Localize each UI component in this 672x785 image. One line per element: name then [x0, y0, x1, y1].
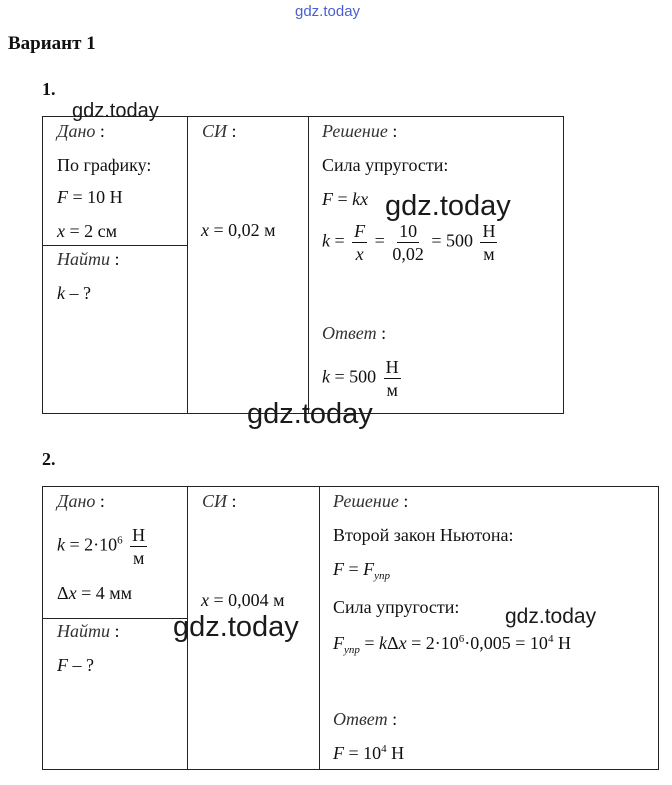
watermark: gdz.today: [385, 190, 511, 222]
watermark: gdz.today: [247, 398, 373, 430]
given-label: Дано :: [57, 491, 105, 511]
row-divider: [43, 245, 187, 246]
si-label: СИ :: [202, 491, 237, 511]
graph-text: По графику:: [57, 155, 152, 175]
problem-2-number: 2.: [42, 449, 56, 469]
force-calculation: $F_{упр} = k\Delta x = 2\cdot 10^6\cdot 0,005 = 10^4$ Н: [333, 633, 571, 656]
given-F: F = 10 Н: [57, 187, 123, 207]
find-label: Найти :: [57, 249, 120, 269]
find-value: k – ?: [57, 283, 91, 303]
given-k: $k = 2\cdot 10^6$ $\frac{Н}{м}$: [57, 525, 146, 568]
k-calculation: k = $\frac{F}{x}$ = $\frac{10}{0,02}$ = 500 $\frac{Н}{м}$: [322, 221, 496, 264]
hooke-law: F = kx: [322, 189, 369, 209]
unit-N-per-m: $\frac{Н}{м}$: [385, 357, 399, 400]
column-divider: [319, 487, 320, 769]
watermark: gdz.today: [505, 605, 597, 628]
si-value: x = 0,004 м: [201, 590, 285, 610]
given-label: Дано :: [57, 121, 105, 141]
find-value: F – ?: [57, 655, 94, 675]
fraction-F-over-x: $\frac{F}{x}$: [354, 221, 366, 264]
solution-label: Решение :: [333, 491, 409, 511]
watermark: gdz.today: [72, 100, 159, 122]
column-divider: [308, 117, 309, 413]
force-label: Сила упругости:: [333, 597, 460, 617]
unit-N-per-m: $\frac{Н}{м}$: [482, 221, 496, 264]
answer-value: $F = 10^4$ Н: [333, 743, 405, 763]
answer-label: Ответ :: [322, 323, 387, 343]
force-equality: $F = F_{упр}$: [333, 559, 391, 582]
problem-1-number: 1.: [42, 79, 56, 99]
answer-label: Ответ :: [333, 709, 398, 729]
given-dx: Δx = 4 мм: [57, 583, 133, 603]
row-divider: [43, 618, 187, 619]
find-label: Найти :: [57, 621, 120, 641]
unit-N-per-m: $\frac{Н}{м}$: [132, 525, 146, 568]
watermark-top: gdz.today: [295, 3, 361, 20]
answer-value: k = 500 $\frac{Н}{м}$: [322, 357, 399, 400]
problem-1-table: [42, 116, 564, 414]
column-divider: [187, 117, 188, 413]
newton-law: Второй закон Ньютона:: [333, 525, 514, 545]
force-label: Сила упругости:: [322, 155, 449, 175]
watermark: gdz.today: [173, 611, 299, 643]
given-x: x = 2 см: [57, 221, 118, 241]
solution-label: Решение :: [322, 121, 398, 141]
si-label: СИ :: [202, 121, 237, 141]
si-value: x = 0,02 м: [201, 220, 276, 240]
variant-heading: Вариант 1: [8, 33, 96, 54]
fraction-values: $\frac{10}{0,02}$: [392, 221, 424, 264]
